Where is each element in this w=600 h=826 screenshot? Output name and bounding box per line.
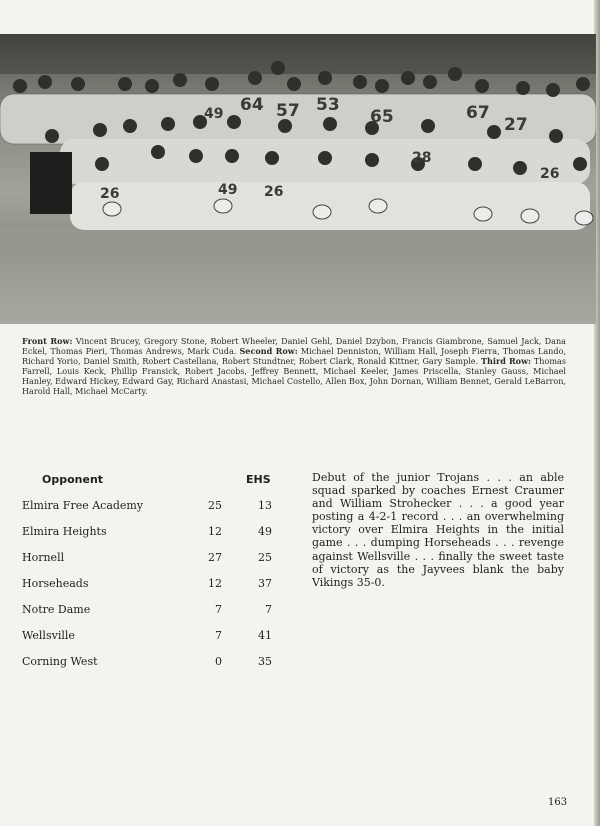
jersey-number: 65 — [370, 107, 394, 127]
ehs-score: 37 — [258, 577, 272, 590]
opponent-score: 7 — [215, 603, 222, 616]
ehs-score: 7 — [265, 603, 272, 616]
jersey-number: 26 — [264, 184, 284, 200]
table-row — [22, 624, 292, 650]
page-number: 163 — [548, 797, 568, 808]
jersey-number: 67 — [466, 103, 490, 123]
third-row-label: Third Row: — [480, 356, 532, 366]
ehs-score: 41 — [258, 629, 272, 642]
jersey-number: 49 — [218, 182, 238, 198]
score-table — [22, 470, 292, 676]
jersey-number: 49 — [204, 106, 224, 122]
opponent-name: Wellsville — [22, 629, 75, 642]
ehs-score: 25 — [258, 551, 272, 564]
opponent-name: Horseheads — [22, 577, 89, 590]
opponent-score: 0 — [215, 655, 222, 668]
jersey-number: 57 — [276, 101, 300, 121]
opponent-score: 27 — [208, 551, 222, 564]
table-row — [22, 494, 292, 520]
jersey-number: 28 — [412, 150, 432, 166]
opponent-name: Hornell — [22, 551, 65, 564]
score-table-header — [22, 470, 292, 494]
jersey-number: 26 — [100, 186, 120, 202]
jersey-number: 26 — [540, 166, 560, 182]
team-photo-drawing — [0, 34, 596, 324]
opponent-name: Corning West — [22, 655, 98, 668]
ehs-score: 13 — [258, 499, 272, 512]
ehs-header: EHS — [246, 473, 271, 486]
team-photo — [0, 34, 596, 324]
front-row-names: Vincent Brucey, Gregory Stone, Robert Wheeler, Daniel Gehl, Daniel Dzybon, Francis Giambrone, Samuel Jack, Dana Eckel, Thomas Pieri, Thomas Andrews, Mark Cuda. — [22, 336, 567, 356]
photo-caption — [22, 336, 566, 396]
opponent-score: 25 — [208, 499, 222, 512]
second-row-names: Michael Denniston, William Hall, Joseph Fierra, Thomas Lando, Richard Yorio, Daniel Smith, Robert Castellana, Robert Stundtner, Robert Clark, Ronald Kittner, Gary Sample. — [22, 346, 567, 366]
table-row — [22, 598, 292, 624]
table-row — [22, 520, 292, 546]
opponent-score: 12 — [208, 525, 222, 538]
ehs-score: 49 — [258, 525, 272, 538]
opponent-score: 12 — [208, 577, 222, 590]
ehs-score: 35 — [258, 655, 272, 668]
jersey-number: 64 — [240, 95, 264, 115]
second-row-label: Second Row: — [239, 346, 298, 356]
table-row — [22, 650, 292, 676]
opponent-name: Elmira Free Academy — [22, 499, 144, 512]
jersey-number: 27 — [504, 115, 528, 135]
opponent-header: Opponent — [42, 473, 104, 486]
third-row-names: Thomas Farrell, Louis Keck, Phillip Fransick, Robert Jacobs, Jeffrey Bennett, Michael Keeler, James Priscella, Stanley Gauss, Michael Hanley, Edward Hickey, Edward Gay, Richard Anastasi, Michael Costello, Allen Box, John Dornan, William Bennet, Gerald LeBarron, Harold Hall, Michael McCarty. — [22, 356, 566, 396]
front-row-label: Front Row: — [22, 336, 73, 346]
table-row — [22, 572, 292, 598]
season-summary: Debut of the junior Trojans . . . an able squad sparked by coaches Ernest Craumer and William Strohecker . . . a good year posting a 4-2-1 record . . . an overwhelming victory over Elmira Heights in the initial game . . . dumping Horseheads . . . revenge against Wellsville . . . finally the sweet taste of victory as the Jayvees blank the baby Vikings 35-0. — [312, 471, 564, 589]
jersey-number: 53 — [316, 95, 340, 115]
opponent-name: Elmira Heights — [22, 525, 107, 538]
table-row — [22, 546, 292, 572]
opponent-score: 7 — [215, 629, 222, 642]
opponent-name: Notre Dame — [22, 603, 91, 616]
